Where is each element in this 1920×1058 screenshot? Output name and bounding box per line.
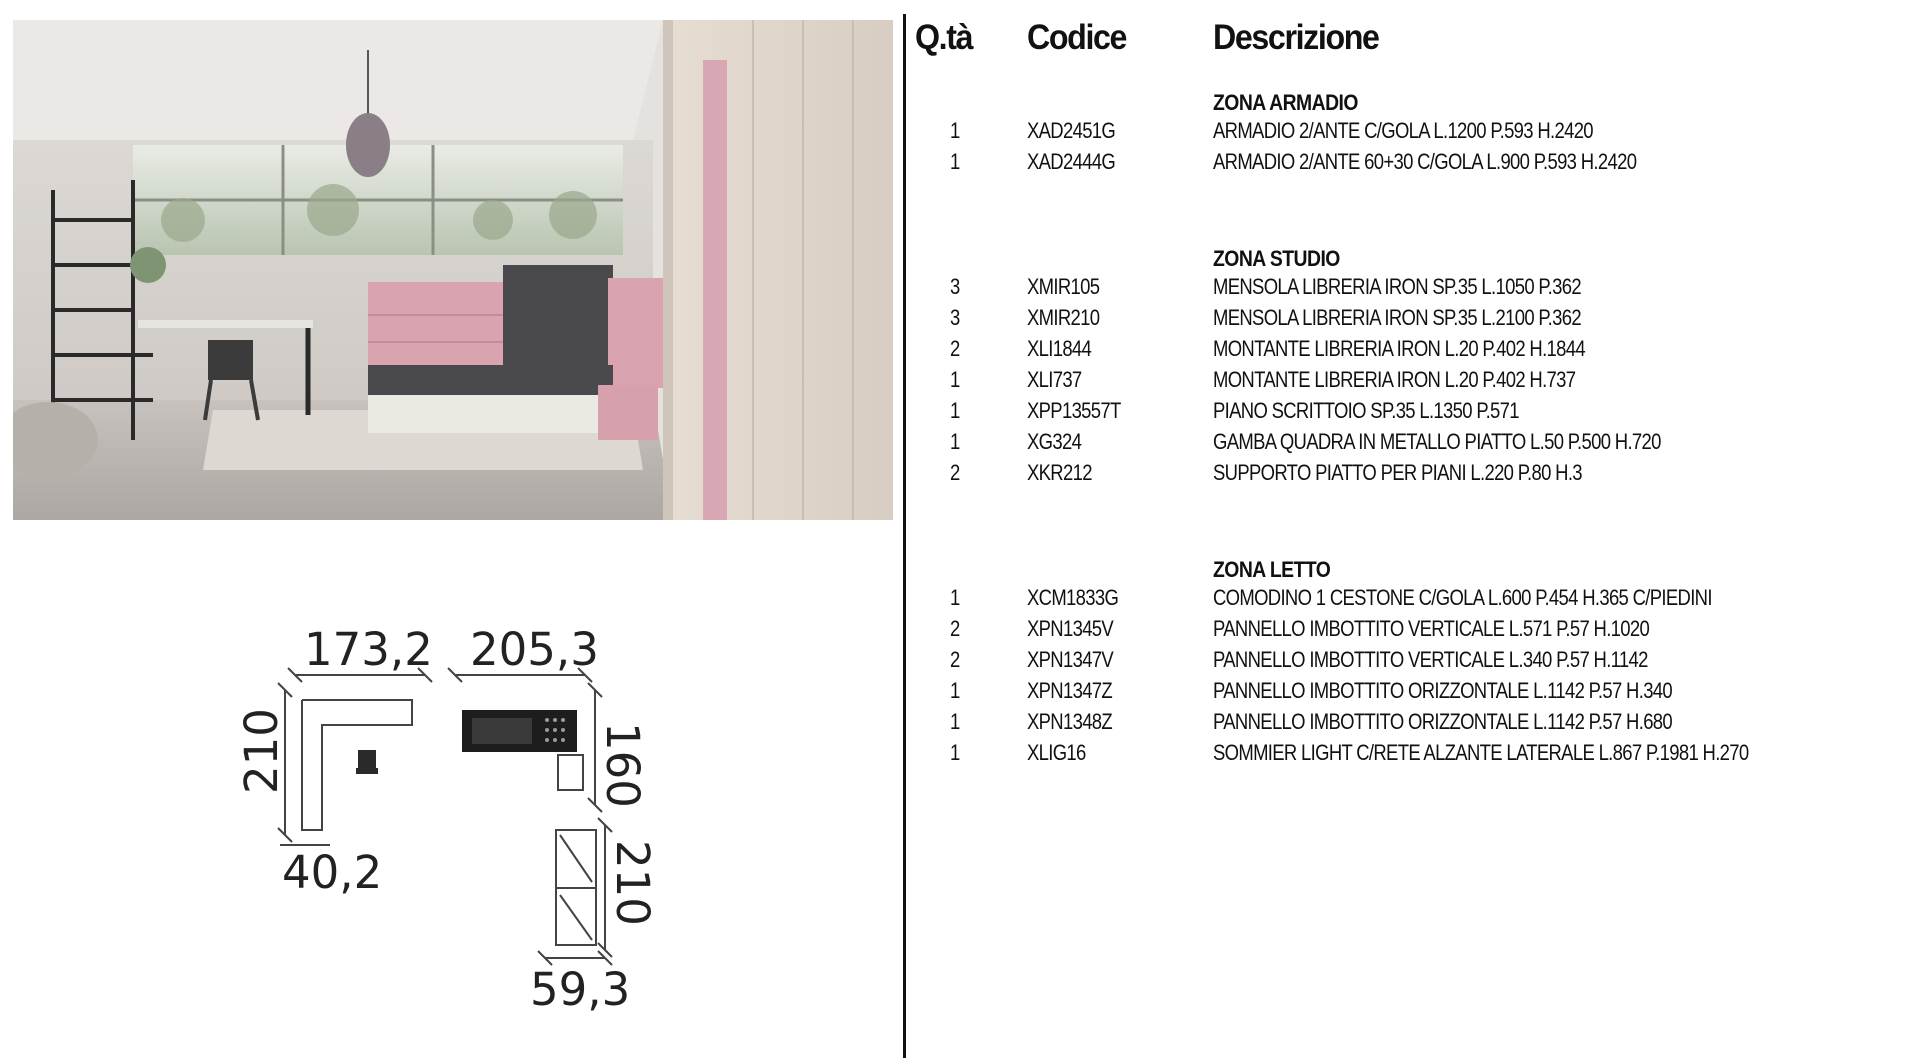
item-code: XPN1347Z — [1027, 678, 1113, 703]
item-qty: 1 — [950, 118, 960, 143]
item-code: XLI1844 — [1027, 336, 1092, 361]
item-description: PANNELLO IMBOTTITO ORIZZONTALE L.1142 P.57 H.680 — [1213, 709, 1673, 734]
item-qty: 3 — [950, 274, 960, 299]
item-description: ARMADIO 2/ANTE C/GOLA L.1200 P.593 H.2420 — [1213, 118, 1593, 143]
item-qty: 2 — [950, 647, 960, 672]
item-description: SOMMIER LIGHT C/RETE ALZANTE LATERALE L.867 P.1981 H.270 — [1213, 740, 1749, 765]
item-description: PANNELLO IMBOTTITO ORIZZONTALE L.1142 P.57 H.340 — [1213, 678, 1673, 703]
dim-left-side: 210 — [240, 708, 288, 794]
list-item — [915, 367, 1915, 398]
item-code: XMIR105 — [1027, 274, 1100, 299]
dim-right-upper: 160 — [596, 722, 649, 808]
list-item — [915, 149, 1915, 180]
list-item — [915, 647, 1915, 678]
item-description: MENSOLA LIBRERIA IRON SP.35 L.2100 P.362 — [1213, 305, 1581, 330]
item-qty: 1 — [950, 367, 960, 392]
list-item — [915, 678, 1915, 709]
item-qty: 3 — [950, 305, 960, 330]
item-code: XG324 — [1027, 429, 1082, 454]
item-description: GAMBA QUADRA IN METALLO PIATTO L.50 P.500 H.720 — [1213, 429, 1661, 454]
header-code: Codice — [1027, 18, 1127, 57]
item-code: XLIG16 — [1027, 740, 1086, 765]
header-description: Descrizione — [1213, 18, 1379, 57]
dim-top-right: 205,3 — [470, 623, 599, 676]
list-item — [915, 274, 1915, 305]
item-description: PIANO SCRITTOIO SP.35 L.1350 P.571 — [1213, 398, 1519, 423]
item-code: XLI737 — [1027, 367, 1082, 392]
item-code: XPP13557T — [1027, 398, 1121, 423]
list-item — [915, 585, 1915, 616]
header-quantity: Q.tà — [915, 18, 973, 57]
list-item — [915, 118, 1915, 149]
item-code: XPN1347V — [1027, 647, 1114, 672]
section-title: ZONA LETTO — [1213, 557, 1331, 582]
section-title: ZONA ARMADIO — [1213, 90, 1358, 115]
section-title: ZONA STUDIO — [1213, 246, 1340, 271]
dim-right-lower: 210 — [606, 840, 659, 926]
item-qty: 2 — [950, 336, 960, 361]
item-qty: 1 — [950, 678, 960, 703]
item-code: XPN1345V — [1027, 616, 1114, 641]
item-qty: 1 — [950, 709, 960, 734]
item-description: SUPPORTO PIATTO PER PIANI L.220 P.80 H.3 — [1213, 460, 1582, 485]
dim-bottom-right: 59,3 — [530, 963, 631, 1016]
dim-top-left: 173,2 — [304, 623, 433, 676]
room-photo — [13, 20, 893, 520]
item-qty: 2 — [950, 460, 960, 485]
list-item — [915, 305, 1915, 336]
item-code: XAD2451G — [1027, 118, 1116, 143]
list-item — [915, 429, 1915, 460]
item-code: XPN1348Z — [1027, 709, 1113, 734]
item-qty: 1 — [950, 429, 960, 454]
list-item — [915, 616, 1915, 647]
item-qty: 2 — [950, 616, 960, 641]
parts-list — [915, 14, 1915, 1054]
column-divider — [903, 14, 906, 1058]
list-item — [915, 740, 1915, 771]
item-qty: 1 — [950, 398, 960, 423]
floor-plan-diagram — [240, 620, 700, 1020]
item-code: XAD2444G — [1027, 149, 1116, 174]
item-qty: 1 — [950, 740, 960, 765]
item-code: XMIR210 — [1027, 305, 1100, 330]
list-item — [915, 460, 1915, 491]
list-item — [915, 398, 1915, 429]
item-qty: 1 — [950, 585, 960, 610]
plan-drawing — [240, 620, 700, 1020]
room-illustration — [13, 20, 893, 520]
item-code: XKR212 — [1027, 460, 1092, 485]
item-qty: 1 — [950, 149, 960, 174]
item-code: XCM1833G — [1027, 585, 1119, 610]
item-description: ARMADIO 2/ANTE 60+30 C/GOLA L.900 P.593 H.2420 — [1213, 149, 1637, 174]
item-description: PANNELLO IMBOTTITO VERTICALE L.571 P.57 H.1020 — [1213, 616, 1650, 641]
item-description: MONTANTE LIBRERIA IRON L.20 P.402 H.1844 — [1213, 336, 1585, 361]
item-description: MENSOLA LIBRERIA IRON SP.35 L.1050 P.362 — [1213, 274, 1581, 299]
list-item — [915, 709, 1915, 740]
list-item — [915, 336, 1915, 367]
dim-bottom-left: 40,2 — [282, 846, 383, 899]
item-description: COMODINO 1 CESTONE C/GOLA L.600 P.454 H.365 C/PIEDINI — [1213, 585, 1712, 610]
item-description: MONTANTE LIBRERIA IRON L.20 P.402 H.737 — [1213, 367, 1576, 392]
item-description: PANNELLO IMBOTTITO VERTICALE L.340 P.57 H.1142 — [1213, 647, 1648, 672]
